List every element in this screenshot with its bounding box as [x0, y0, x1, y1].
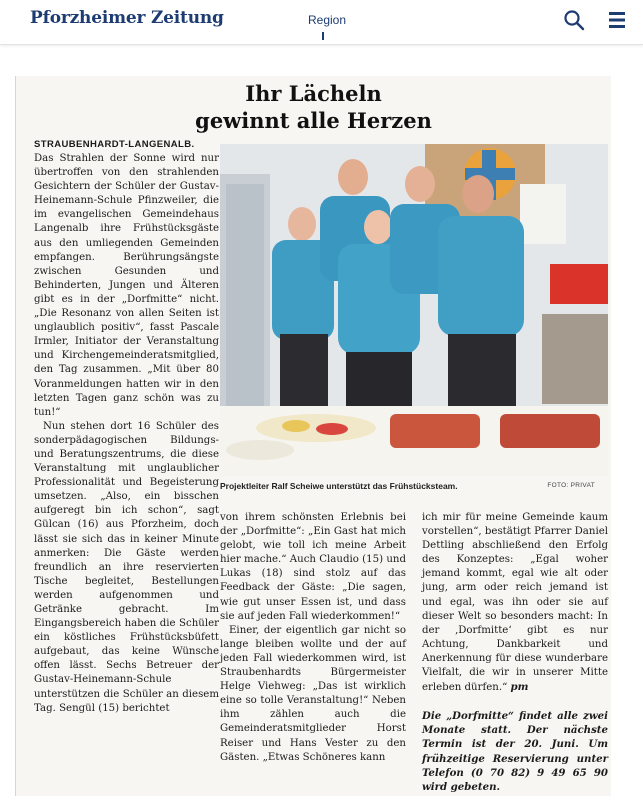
- top-app-bar: [0, 0, 643, 45]
- article-scan: [15, 76, 611, 796]
- photo-credit: FOTO: PRIVAT: [547, 482, 595, 489]
- paragraph: [422, 511, 608, 695]
- headline-line-1: Ihr Lächeln: [245, 81, 382, 106]
- author-signature: pm: [510, 681, 529, 694]
- hamburger-menu-icon[interactable]: [608, 10, 626, 30]
- article-headline: [16, 80, 611, 134]
- paragraph: Einer, der eigentlich gar nicht so lange bleiben wollte und der auf jeden Fall wiederkommen wird, ist Straubenhardts Bürgermeister Helge Viehweg: „Das ist wirklich eine so tolle Veranstaltung!“ Neben ihm zählen auch die Gemeinderatsmitglieder Horst Reiser und Hans Vester zu den Gästen. „Etwas Schöneres kann: [220, 624, 406, 763]
- search-icon[interactable]: [563, 9, 585, 31]
- paragraph: Nun stehen dort 16 Schüler des sonderpädagogischen Bildungs- und Beratungszentrums, die diese Veranstaltung mit unglaublicher Professionalität und Begeisterung umsetzen. „Also, ein bisschen aufgeregt bin ich schon“, sagt Gülcan (16) aus Pforzheim, doch lässt sie sich das in keiner Minute anmerken: Die Gäste werden freundlich an ihre reservierten Tische begleitet, Bestellungen werden aufgenommen und Getränke gebracht. Im Eingangsbereich haben die Schüler ein köstliches Frühstücksbüfett aufgebaut, das keine Wünsche offen lässt. Sechs Betreuer der Gustav-Heinemann-Schule unterstützen die Schüler an diesem Tag. Sengül (15) berichtet: [34, 420, 219, 714]
- photo-caption: Projektleiter Ralf Scheiwe unterstützt das Frühstücksteam.: [220, 481, 458, 491]
- article-column-3: [422, 511, 608, 794]
- info-note: Die „Dorfmitte“ findet alle zwei Monate statt. Der nächste Termin ist der 20. Juni. Um frühzeitige Reservierung unter Telefon (0 70 82) 9 49 65 90 wird gebeten.: [422, 710, 608, 793]
- paragraph: Das Strahlen der Sonne wird nur übertroffen von den strahlenden Gesichtern der Schüler der Gustav-Heinemann-Schule Pfinzweiler, die im evangelischen Gemeindehaus Langenalb ihre Frühstücksgäste aus den umliegenden Gemeinden empfangen. Berührungsängste zwischen Gesunden und Behinderten, Jungen und Älteren gibt es in der „Dorfmitte“ nicht. „Die Resonanz von allen Seiten ist unglaublich positiv“, fasst Pascale Irmler, Initiator der Veranstaltung und Kirchengemeinderatsmitglied, den Tag zusammen. „Mit über 80 Voranmeldungen hatten wir in den letzten Tagen ganz schön was zu tun!“: [34, 153, 219, 418]
- photo-illustration: [220, 144, 608, 476]
- site-logo[interactable]: Pforzheimer Zeitung: [30, 8, 224, 28]
- article-column-2: [220, 511, 406, 765]
- nav-region-link[interactable]: Region: [308, 13, 347, 27]
- dateline: STRAUBENHARDT-LANGENALB.: [34, 139, 195, 150]
- paragraph-text: ich mir für meine Gemeinde kaum vorstellen“, bestätigt Pfarrer Daniel Dettling abschließend den Erfolg des Konzeptes: „Egal woher jemand kommt, egal wie alt oder jung, arm oder reich jemand ist und egal, was ihn oder sie auf dieser Welt so besonders macht: In der ‚Dorfmitte‘ gibt es nur Achtung, Dankbarkeit und Anerkennung für diese wunderbare Vielfalt, die wir in unserer Mitte erleben dürfen.“: [422, 512, 608, 694]
- nav-region-indicator: [322, 32, 324, 40]
- article-photo: [220, 144, 608, 476]
- paragraph: von ihrem schönsten Erlebnis bei der „Dorfmitte“: „Ein Gast hat mich gelobt, wie toll ich meine Arbeit hier mache.“ Auch Claudio (15) und Lukas (18) sind stolz auf das Feedback der Gäste: „Die sagen, wie gut unser Essen ist, und dass sie auf jeden Fall wiederkommen!“: [220, 512, 406, 622]
- article-column-1: [34, 152, 219, 716]
- headline-line-2: gewinnt alle Herzen: [195, 108, 432, 133]
